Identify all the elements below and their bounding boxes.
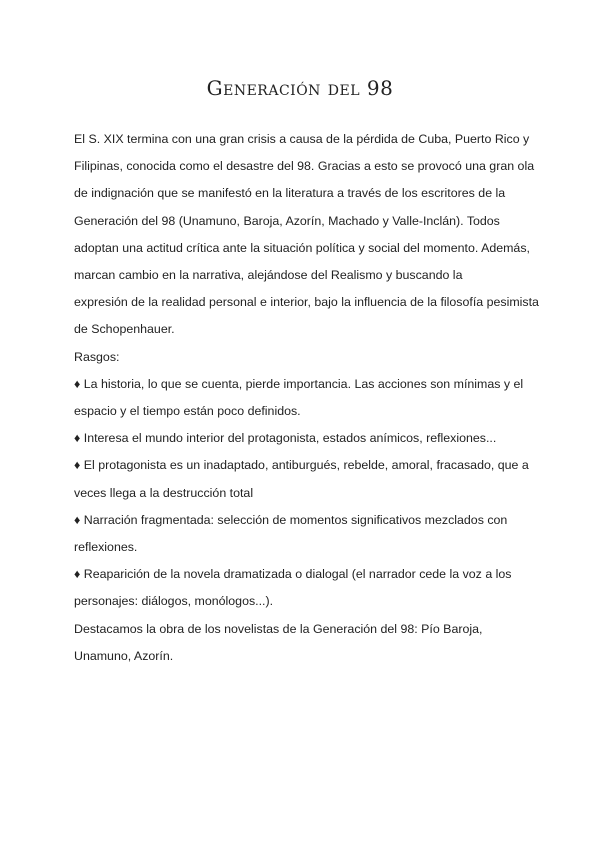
rasgos-heading-text: Rasgos: xyxy=(74,349,120,364)
intro-line: expresión de la realidad personal e interior, bajo la influencia de la filosofía pesimista xyxy=(74,295,539,310)
rasgo-item xyxy=(74,561,536,615)
rasgo-line: veces llega a la destrucción total xyxy=(74,485,254,500)
intro-line: marcan cambio en la narrativa, alejándose del Realismo y buscando la xyxy=(74,268,463,283)
intro-line: El S. XIX termina con una gran crisis a causa de la pérdida de Cuba, Puerto Rico y xyxy=(74,132,530,146)
rasgo-line: reflexiones. xyxy=(74,540,138,555)
document-body xyxy=(74,126,539,670)
closing-line: Unamuno, Azorín. xyxy=(74,648,174,663)
intro-line: Filipinas, conocida como el desastre del 98. Gracias a esto se provocó una gran ola xyxy=(74,159,535,174)
rasgo-item xyxy=(74,452,536,506)
rasgo-item xyxy=(74,371,536,425)
rasgo-line: ♦ Narración fragmentada: selección de momentos significativos mezclados con xyxy=(74,512,508,527)
rasgo-line: ♦ La historia, lo que se cuenta, pierde importancia. Las acciones son mínimas y el xyxy=(74,376,524,391)
rasgo-item xyxy=(74,425,536,452)
closing-line: Destacamos la obra de los novelistas de la Generación del 98: Pío Baroja, xyxy=(74,621,483,636)
intro-paragraph xyxy=(74,126,539,344)
rasgo-line: ♦ El protagonista es un inadaptado, antiburgués, rebelde, amoral, fracasado, que a xyxy=(74,458,529,473)
document-title: Generación del 98 xyxy=(206,76,394,100)
intro-line: de Schopenhauer. xyxy=(74,322,175,337)
rasgo-line: ♦ Interesa el mundo interior del protagonista, estados anímicos, reflexiones... xyxy=(74,431,497,446)
rasgo-item xyxy=(74,507,536,561)
rasgo-line: personajes: diálogos, monólogos...). xyxy=(74,594,274,609)
rasgos-heading xyxy=(74,344,536,371)
intro-line: Generación del 98 (Unamuno, Baroja, Azorín, Machado y Valle-Inclán). Todos xyxy=(74,213,500,228)
intro-line: adoptan una actitud crítica ante la situación política y social del momento. Además, xyxy=(74,240,530,255)
intro-line: de indignación que se manifestó en la literatura a través de los escritores de la xyxy=(74,186,506,201)
rasgo-line: espacio y el tiempo están poco definidos. xyxy=(74,404,301,419)
rasgo-line: ♦ Reaparición de la novela dramatizada o dialogal (el narrador cede la voz a los xyxy=(74,567,512,582)
closing-paragraph xyxy=(74,616,536,670)
